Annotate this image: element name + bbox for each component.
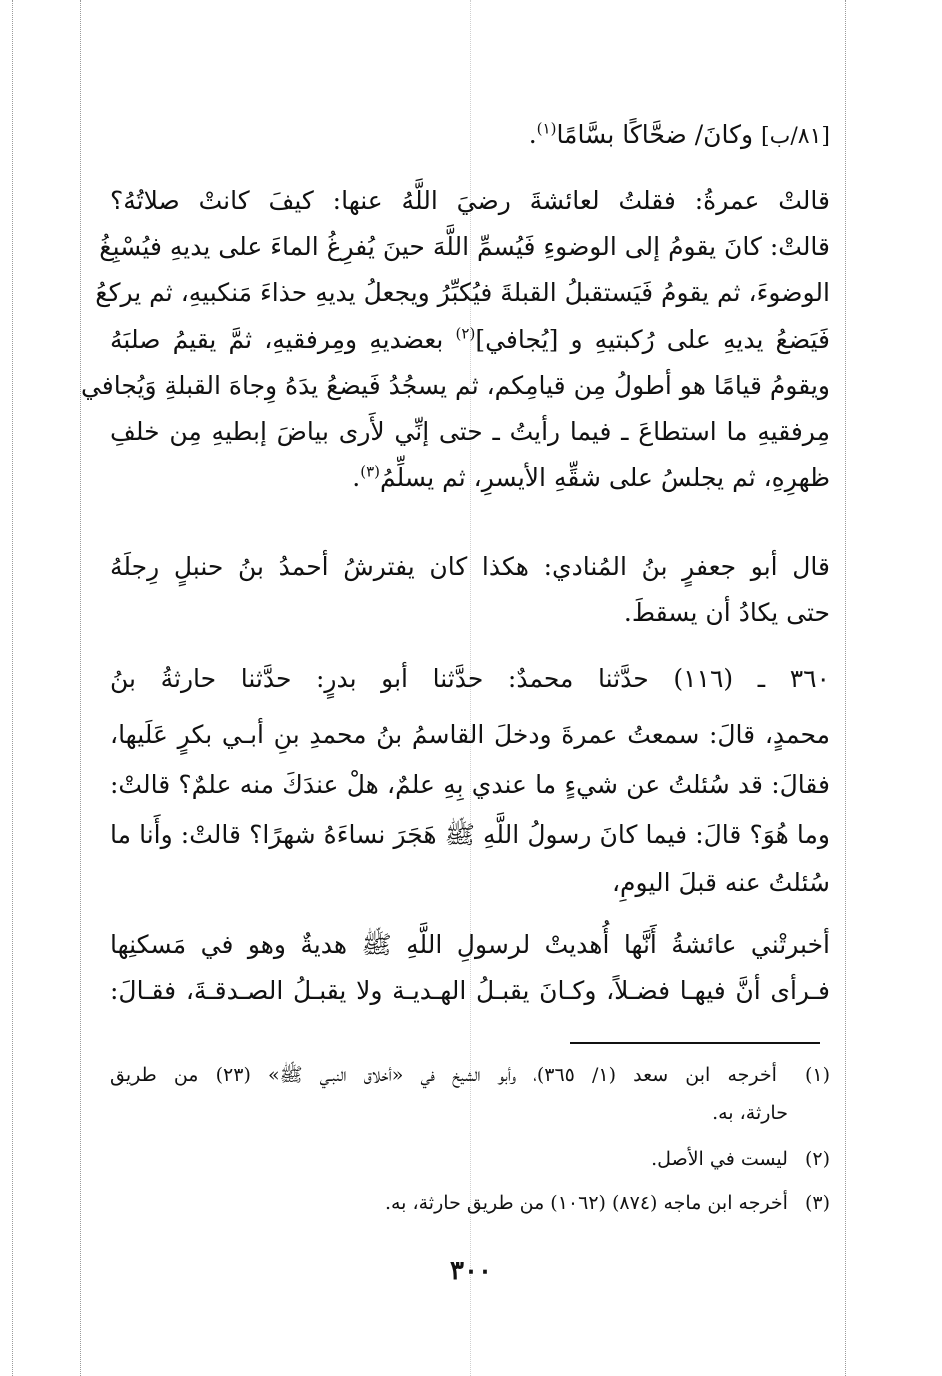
footnote-ref: (٣) <box>360 462 381 481</box>
footnote-1 <box>110 1056 830 1094</box>
text-line: الوضوءَ، ثم يقومُ فَيَستقبلُ القبلةَ فيُكبِّرُ ويجعلُ يديهِ حذاءَ مَنكبيهِ، ثم يركعُ <box>95 278 830 307</box>
footnote-text: ليست في الأصل. <box>651 1148 788 1170</box>
text-line: أخبرتْني عائشةُ أَنَّها أُهديتْ لرسولِ اللَّهِ ﷺ هديةٌ وهو في مَسكنِها <box>110 930 830 959</box>
hadith-heading-line: ٣٦٠ ـ (١١٦) حدَّثنا محمدٌ: حدَّثنا أبو بدرٍ: حدَّثنا حارثةُ بنُ <box>110 664 830 693</box>
header-text: وكانَ/ ضحَّاكًا بسَّامًا <box>556 120 754 149</box>
page-number: ٣٠٠ <box>450 1256 492 1286</box>
text-line: فـرأى أنَّ فيهـا فضـلاً، وكـانَ يقبـلُ الهـديـة ولا يقبـلُ الصـدقـةَ، فقـالَ: <box>110 976 830 1005</box>
text-line: وما هُوَ؟ قالَ: فيما كانَ رسولُ اللَّهِ ﷺ هَجَرَ نساءَهُ شهرًا؟ قالتْ: وأَنا ما <box>110 820 830 849</box>
footnote-ref: (١) <box>536 119 557 138</box>
footnote-text: أخرجه ابن سعد (١/ ٣٦٥)، وأبو الشيخ في «أخلاق النبـي ﷺ» (٢٣) من طريق <box>110 1064 777 1086</box>
text-line: فقالَ: قد سُئلتُ عن شيءٍ ما عندي بِهِ علمٌ، هلْ عندَكَ منه علمٌ؟ قالتْ: <box>110 770 830 799</box>
text-segment: فَيَضعُ يديهِ على رُكبتيهِ و [يُجافي] <box>475 325 831 354</box>
text-line: حتى يكادُ أن يسقطَ. <box>623 598 830 627</box>
footnote-separator <box>570 1042 820 1044</box>
text-line: مِرفقيهِ ما استطاعَ ـ فيما رأيتُ ـ حتى إنِّي لأَرى بياضَ إبطيهِ مِن خلفِ <box>110 417 830 446</box>
footnote-text: أخرجه ابن ماجه (٨٧٤) (١٠٦٢) من طريق حارثة، به. <box>384 1192 788 1214</box>
text-line: ظهرِهِ، ثم يجلسُ على شقِّهِ الأيسرِ، ثم يسلِّمُ$^{(٣)}$. <box>352 462 830 492</box>
text-line: قال أبو جعفرٍ بنُ المُنادي: هكذا كان يفترشُ أحمدُ بنُ حنبلٍ رِجلَهُ <box>110 552 830 581</box>
footnote-ref: (٢) <box>455 324 476 343</box>
footnote-2 <box>110 1140 830 1178</box>
text-line: قالتْ: كانَ يقومُ إلى الوضوءِ فَيُسمِّ اللَّهَ حينَ يُفرِغُ الماءَ على يديهِ فيُسْبِغُ <box>99 232 830 261</box>
text-line: ويقومُ قيامًا هو أطولُ مِن قيامِكم، ثم يسجُدُ فَيضعُ يدَهُ وِجاهَ القبلةِ وَيُجافي <box>80 371 830 400</box>
text-line: قالتْ عمرةُ: فقلتُ لعائشةَ رضيَ اللَّهُ عنها: كيفَ كانتْ صلاتُهُ؟ <box>110 186 830 215</box>
text-line <box>110 317 830 363</box>
footnote-3 <box>110 1184 830 1222</box>
scan-guide-line <box>12 0 13 1376</box>
footnote-number: (١) <box>804 1064 830 1086</box>
footnote-number: (٢) <box>804 1148 830 1170</box>
text-line: سُئلتُ عنه قبلَ اليومِ، <box>611 868 830 897</box>
folio-marker: [٨١/ب] <box>761 124 830 149</box>
text-line: محمدٍ، قالَ: سمعتُ عمرةَ ودخلَ القاسمُ بنُ محمدِ بنِ أبـي بكرٍ عَلَيها، <box>110 720 830 749</box>
footnote-number: (٣) <box>804 1192 830 1214</box>
header-line: [٨١/ب] وكانَ/ ضحَّاكًا بسَّامًا$^{(١)}$. <box>528 119 830 149</box>
scan-guide-line <box>845 0 846 1376</box>
text-segment: بعضديهِ ومِرفقيهِ، ثمَّ يقيمُ صلبَهُ <box>110 325 444 354</box>
text-segment: ظهرِهِ، ثم يجلسُ على شقِّهِ الأيسرِ، ثم يسلِّمُ <box>380 463 830 492</box>
footnote-1-continued <box>110 1094 830 1132</box>
scan-guide-line <box>80 0 81 1376</box>
footnote-text: حارثة، به. <box>712 1102 788 1124</box>
